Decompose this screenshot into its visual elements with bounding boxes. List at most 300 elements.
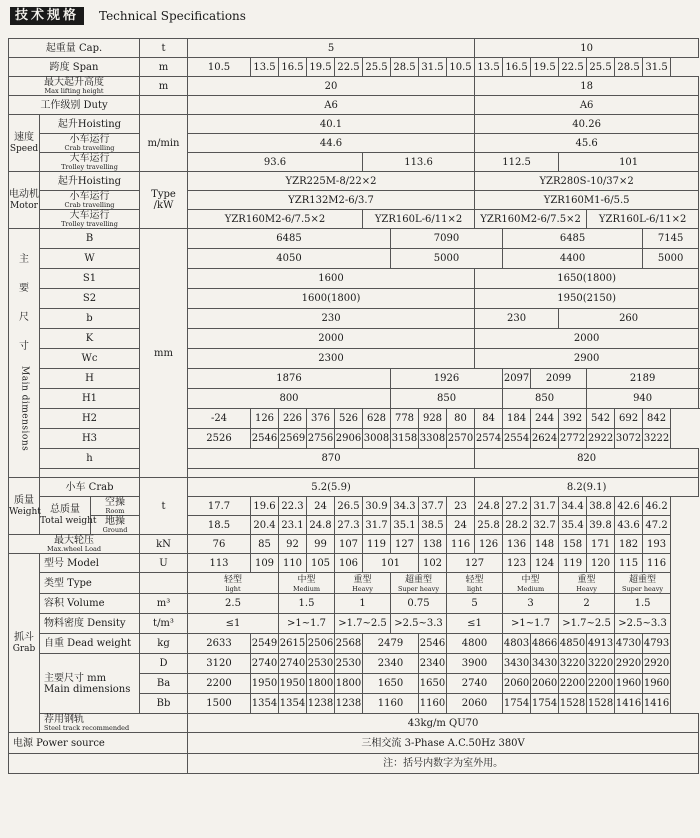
row-Bb-cell: 1754 <box>503 694 531 714</box>
row-ground-cell: 27.3 <box>335 516 363 535</box>
row-dead-cell: 2549 <box>251 634 279 654</box>
row-volume-cell: 2 <box>559 594 615 614</box>
weight-crab-10: 8.2(9.1) <box>475 478 699 497</box>
row-density-cell: >2.5~3.3 <box>615 614 671 634</box>
unit: m/min <box>140 115 188 172</box>
row-H2-cell: 928 <box>419 409 447 429</box>
grab-type-en: Super heavy <box>397 584 440 593</box>
spec-table <box>8 38 699 774</box>
dim-B-a: 6485 <box>188 229 391 249</box>
row-ground-cell: 23.1 <box>279 516 307 535</box>
dim-label: H <box>40 369 140 389</box>
row-H3-cell: 3308 <box>419 429 447 449</box>
grab-type-cell <box>391 573 447 594</box>
row-volume-cell: 2.5 <box>188 594 279 614</box>
row-span <box>9 58 699 77</box>
dim-B-b: 7090 <box>391 229 503 249</box>
grab-type-en: Heavy <box>576 584 597 593</box>
speed-hoisting-label: 起升Hoisting <box>40 115 140 134</box>
row-dim-H <box>9 369 699 389</box>
dim-S1-10: 1650(1800) <box>475 269 699 289</box>
row-D-cell: 3900 <box>447 654 503 674</box>
motor-group <box>9 172 40 229</box>
row-H2-cell: 526 <box>335 409 363 429</box>
lift-10: 18 <box>475 77 699 96</box>
row-ground-cell: 24 <box>447 516 475 535</box>
row-wheel-cell: 116 <box>447 535 475 554</box>
dim-W-d: 5000 <box>643 249 699 269</box>
row-dead-cell: 4850 <box>559 634 587 654</box>
dim-b-d: 260 <box>559 309 699 329</box>
grab-type-cell <box>615 573 671 594</box>
room-label: 空操 Room <box>91 497 140 516</box>
row-span-cell: 31.5 <box>419 58 447 77</box>
row-H3-cell: 2569 <box>279 429 307 449</box>
speed-trolley-10b: 101 <box>559 153 699 172</box>
row-motor-trolley <box>9 210 699 229</box>
dim-H1-d: 940 <box>587 389 699 409</box>
weight-crab-label: 小车 Crab <box>40 478 140 497</box>
dim-h-10: 820 <box>475 449 699 469</box>
row-H2-cell: 628 <box>363 409 391 429</box>
grab-density-label: 物料密度 Density <box>40 614 140 634</box>
row-dim-Wc <box>9 349 699 369</box>
row-ground-cell: 18.5 <box>188 516 251 535</box>
row-model-cell: 102 <box>419 554 447 573</box>
row-dim-H3 <box>9 429 699 449</box>
row-model-cell: 109 <box>251 554 279 573</box>
row-wheel-cell: 193 <box>643 535 671 554</box>
row-Bb-cell: 1354 <box>251 694 279 714</box>
unit-empty <box>140 573 188 594</box>
row-room-cell: 24 <box>307 497 335 516</box>
row-room-cell: 42.6 <box>615 497 643 516</box>
row-ground-cell: 47.2 <box>643 516 671 535</box>
dim-H1-b: 850 <box>391 389 503 409</box>
row-grab-volume <box>9 594 699 614</box>
dim-W-b: 5000 <box>391 249 503 269</box>
grab-maindim-label: 主要尺寸 mm Main dimensions <box>40 654 140 714</box>
motor-crab-10: YZR160M1-6/5.5 <box>475 191 699 210</box>
span-label: 跨度 Span <box>9 58 140 77</box>
row-D-cell: 3120 <box>188 654 251 674</box>
row-wheel-cell: 127 <box>391 535 419 554</box>
dim-label: S2 <box>40 289 140 309</box>
dim-label: K <box>40 329 140 349</box>
power-value: 三相交流 3-Phase A.C.50Hz 380V <box>188 733 699 754</box>
row-H2-cell: 392 <box>559 409 587 429</box>
unit: U <box>140 554 188 573</box>
speed-trolley-cn: 大车运行 <box>69 153 110 164</box>
grab-type-en: Super heavy <box>622 584 664 593</box>
grab-type-cell <box>503 573 559 594</box>
row-Ba-cell: 1800 <box>335 674 363 694</box>
row-span-cell: 19.5 <box>307 58 335 77</box>
row-model-cell: 113 <box>188 554 251 573</box>
row-H3-cell: 2574 <box>475 429 503 449</box>
grab-type-en: Heavy <box>352 584 373 593</box>
grab-type-cn: 轻型 <box>465 574 484 585</box>
row-D-cell: 3430 <box>503 654 531 674</box>
row-room-cell: 17.7 <box>188 497 251 516</box>
lift-label-en: Max lifting height <box>44 87 104 95</box>
row-Ba-cell: 1650 <box>363 674 419 694</box>
unit-empty <box>140 96 188 115</box>
row-Bb-cell: 1754 <box>531 694 559 714</box>
row-H3-cell: 3072 <box>615 429 643 449</box>
row-density-cell: >1.7~2.5 <box>335 614 391 634</box>
power-label: 电源 Power source <box>9 733 188 754</box>
row-wheel-cell: 119 <box>363 535 391 554</box>
grab-type-en: light <box>466 584 483 593</box>
row-dim-K <box>9 329 699 349</box>
row-motor-crab <box>9 191 699 210</box>
rail-value: 43kg/m QU70 <box>188 714 699 733</box>
row-wheel-cell: 136 <box>503 535 531 554</box>
row-Bb-cell: 1500 <box>188 694 251 714</box>
grab-model-label: 型号 Model <box>40 554 140 573</box>
row-dim-B <box>9 229 699 249</box>
title-cn: 技术规格 <box>10 7 84 25</box>
motor-crab-en: Crab travelling <box>64 201 115 209</box>
dim-H1-a: 800 <box>188 389 391 409</box>
row-Ba-cell: 2200 <box>188 674 251 694</box>
dim-W-c: 4400 <box>503 249 643 269</box>
dim-b-5: 230 <box>188 309 475 329</box>
row-H2-cell: 692 <box>615 409 643 429</box>
row-power <box>9 733 699 754</box>
row-Ba-cell: 1960 <box>643 674 671 694</box>
grab-type-cn: 中型 <box>297 574 316 585</box>
row-D-cell: 2530 <box>307 654 335 674</box>
row-Bb-cell: 1528 <box>559 694 587 714</box>
speed-crab-label <box>40 134 140 153</box>
row-duty <box>9 96 699 115</box>
grab-type-cn: 中型 <box>521 574 540 585</box>
row-ground-cell: 28.2 <box>503 516 531 535</box>
row-ground-cell: 35.1 <box>391 516 419 535</box>
row-dead-cell: 4866 <box>531 634 559 654</box>
row-model-cell: 106 <box>335 554 363 573</box>
row-D-cell: 3430 <box>531 654 559 674</box>
row-dead-cell: 4730 <box>615 634 643 654</box>
dim-h-5: 870 <box>188 449 475 469</box>
speed-hoisting-5: 40.1 <box>188 115 475 134</box>
duty-10: A6 <box>475 96 699 115</box>
row-span-cell: 10.5 <box>188 58 251 77</box>
grab-type-cn: 重型 <box>577 574 596 585</box>
grab-type-en: Medium <box>292 584 321 593</box>
row-Ba-cell: 1960 <box>615 674 643 694</box>
total-weight-cn: 总质量 <box>50 504 80 515</box>
row-dead-cell: 2546 <box>419 634 447 654</box>
row-H3-cell: 2526 <box>188 429 251 449</box>
row-H3-cell: 2772 <box>559 429 587 449</box>
speed-crab-10: 45.6 <box>475 134 699 153</box>
row-dead-cell: 4800 <box>447 634 503 654</box>
dims-group <box>9 229 40 478</box>
dim-label: W <box>40 249 140 269</box>
row-note <box>9 754 699 774</box>
row-wheel-cell: 171 <box>587 535 615 554</box>
row-span-cell: 31.5 <box>643 58 671 77</box>
row-H2-cell: 778 <box>391 409 419 429</box>
grab-type-cell <box>279 573 335 594</box>
row-room-cell: 38.8 <box>587 497 615 516</box>
dim-H-e: 2189 <box>587 369 699 389</box>
grab-group-en: Grab <box>12 643 36 654</box>
motor-trolley-cn: 大车运行 <box>69 210 110 221</box>
speed-trolley-label <box>40 153 140 172</box>
row-model-cell: 124 <box>531 554 559 573</box>
row-ground-cell: 35.4 <box>559 516 587 535</box>
dim-label: B <box>40 229 140 249</box>
row-dim-H1 <box>9 389 699 409</box>
row-model-cell: 127 <box>447 554 503 573</box>
row-span-cell: 16.5 <box>279 58 307 77</box>
row-D-cell: 2740 <box>251 654 279 674</box>
row-density-cell: >1.7~2.5 <box>559 614 615 634</box>
grab-type-cn: 轻型 <box>223 574 242 585</box>
cap-label: 起重量 Cap. <box>9 39 140 58</box>
ground-label: 地操 Ground <box>91 516 140 535</box>
dim-K-5: 2000 <box>188 329 475 349</box>
unit: kg <box>140 634 188 654</box>
row-wheel-cell: 126 <box>475 535 503 554</box>
dim-S2-10: 1950(2150) <box>475 289 699 309</box>
grab-type-label: 类型 Type <box>40 573 140 594</box>
row-span-cell: 16.5 <box>503 58 531 77</box>
row-density-cell: >1~1.7 <box>279 614 335 634</box>
grab-dead-label: 自重 Dead weight <box>40 634 140 654</box>
row-Bb-cell: 1238 <box>335 694 363 714</box>
row-ground-cell: 43.6 <box>615 516 643 535</box>
row-room-cell: 27.2 <box>503 497 531 516</box>
row-span-cell: 22.5 <box>335 58 363 77</box>
motor-trolley-10a: YZR160M2-6/7.5×2 <box>475 210 587 229</box>
dim-S1-5: 1600 <box>188 269 475 289</box>
row-wheel-cell: 182 <box>615 535 643 554</box>
dim-label: h <box>40 449 140 469</box>
row-grab-model <box>9 554 699 573</box>
row-Ba-cell: 2200 <box>587 674 615 694</box>
grab-type-cn: 重型 <box>353 574 372 585</box>
row-D-cell: 2920 <box>643 654 671 674</box>
row-wheel-cell: 107 <box>335 535 363 554</box>
lift-5: 20 <box>188 77 475 96</box>
row-cap <box>9 39 699 58</box>
row-wheel-cell: 92 <box>279 535 307 554</box>
row-density-cell: ≤1 <box>188 614 279 634</box>
row-room-cell: 34.3 <box>391 497 419 516</box>
dims-group-cn-0: 主 <box>19 254 29 266</box>
grab-volume-label: 容积 Volume <box>40 594 140 614</box>
row-Bb-cell: 1238 <box>307 694 335 714</box>
motor-trolley-5b: YZR160L-6/11×2 <box>363 210 475 229</box>
speed-trolley-5a: 93.6 <box>188 153 363 172</box>
dims-group-cn-2: 尺 <box>19 312 29 324</box>
row-Ba-cell: 1800 <box>307 674 335 694</box>
row-ground-cell: 39.8 <box>587 516 615 535</box>
row-span-cell: 13.5 <box>475 58 503 77</box>
weight-group <box>9 478 40 535</box>
row-H3-cell: 2554 <box>503 429 531 449</box>
row-D-cell: 2740 <box>279 654 307 674</box>
row-room-cell: 26.5 <box>335 497 363 516</box>
dim-label: Ba <box>140 674 188 694</box>
row-span-cell: 25.5 <box>363 58 391 77</box>
row-D-cell: 2530 <box>335 654 363 674</box>
total-weight-en: Total weight <box>40 516 97 526</box>
row-dead-cell: 2633 <box>188 634 251 654</box>
row-room-cell: 23 <box>447 497 475 516</box>
dim-S2-5: 1600(1800) <box>188 289 475 309</box>
motor-trolley-label <box>40 210 140 229</box>
row-room-cell: 37.7 <box>419 497 447 516</box>
row-ground-cell: 31.7 <box>363 516 391 535</box>
row-room-cell: 19.6 <box>251 497 279 516</box>
row-H2-cell: 244 <box>531 409 559 429</box>
row-room-cell: 30.9 <box>363 497 391 516</box>
grab-type-en: light <box>225 584 241 593</box>
row-grab-density <box>9 614 699 634</box>
row-wheel <box>9 535 699 554</box>
row-volume-cell: 1.5 <box>615 594 671 614</box>
row-volume-cell: 1 <box>335 594 391 614</box>
row-Ba-cell: 2060 <box>503 674 531 694</box>
row-room-cell: 34.4 <box>559 497 587 516</box>
row-Ba-cell: 2740 <box>447 674 503 694</box>
row-volume-cell: 3 <box>503 594 559 614</box>
row-H2-cell: 84 <box>475 409 503 429</box>
dim-H-a: 1876 <box>188 369 391 389</box>
row-volume-cell: 0.75 <box>391 594 447 614</box>
row-room-cell: 24.8 <box>475 497 503 516</box>
dim-H1-c: 850 <box>503 389 587 409</box>
row-density-cell: >2.5~3.3 <box>391 614 447 634</box>
row-H3-cell: 3008 <box>363 429 391 449</box>
duty-label: 工作级别 Duty <box>9 96 140 115</box>
grab-type-cell <box>559 573 615 594</box>
dim-label: D <box>140 654 188 674</box>
row-H2-cell: 542 <box>587 409 615 429</box>
row-ground-cell: 24.8 <box>307 516 335 535</box>
unit: t <box>140 478 188 535</box>
unit: m³ <box>140 594 188 614</box>
row-weight-ground <box>9 516 699 535</box>
row-volume-cell: 1.5 <box>279 594 335 614</box>
row-dim-spacer <box>9 469 699 478</box>
unit: kN <box>140 535 188 554</box>
dim-K-10: 2000 <box>475 329 699 349</box>
row-span-cell: 22.5 <box>559 58 587 77</box>
dim-H-c: 2097 <box>503 369 531 389</box>
row-H3-cell: 2922 <box>587 429 615 449</box>
row-dead-cell: 2615 <box>279 634 307 654</box>
row-model-cell: 101 <box>363 554 419 573</box>
grab-group <box>9 554 40 733</box>
row-weight-room <box>9 497 699 516</box>
dim-label: b <box>40 309 140 329</box>
row-model-cell: 105 <box>307 554 335 573</box>
unit: m <box>140 58 188 77</box>
speed-trolley-5b: 113.6 <box>363 153 475 172</box>
row-dim-h <box>9 449 699 469</box>
row-H3-cell: 2570 <box>447 429 475 449</box>
grab-type-cn: 超重型 <box>404 574 432 585</box>
unit: t/m³ <box>140 614 188 634</box>
row-density-cell: ≤1 <box>447 614 503 634</box>
motor-crab-5: YZR132M2-6/3.7 <box>188 191 475 210</box>
unit: m <box>140 77 188 96</box>
row-dim-H2 <box>9 409 699 429</box>
row-motor-hoisting <box>9 172 699 191</box>
weight-group-cn: 质量 <box>14 494 34 506</box>
row-volume-cell: 5 <box>447 594 503 614</box>
row-span-cell: 13.5 <box>251 58 279 77</box>
motor-group-cn: 电动机 <box>9 188 39 200</box>
row-Bb-cell: 1528 <box>587 694 615 714</box>
motor-hoisting-label: 起升Hoisting <box>40 172 140 191</box>
unit: t <box>140 39 188 58</box>
motor-trolley-10b: YZR160L-6/11×2 <box>587 210 699 229</box>
total-weight-label <box>40 497 97 535</box>
row-Ba-cell: 2060 <box>531 674 559 694</box>
lift-label <box>9 77 140 96</box>
row-span-cell: 19.5 <box>531 58 559 77</box>
lift-label-cn: 最大起升高度 <box>44 77 104 88</box>
dim-label: Bb <box>140 694 188 714</box>
grab-type-cell <box>335 573 391 594</box>
speed-trolley-en: Trolley travelling <box>61 163 118 171</box>
row-Ba-cell: 1950 <box>279 674 307 694</box>
row-model-cell: 110 <box>279 554 307 573</box>
row-model-cell: 120 <box>587 554 615 573</box>
grab-type-en: Medium <box>517 584 545 593</box>
row-wheel-cell: 138 <box>419 535 447 554</box>
weight-crab-5: 5.2(5.9) <box>188 478 475 497</box>
row-D-cell: 3220 <box>587 654 615 674</box>
row-span-cell: 10.5 <box>447 58 475 77</box>
row-Ba-cell: 2200 <box>559 674 587 694</box>
speed-crab-cn: 小车运行 <box>69 134 110 145</box>
speed-trolley-10a: 112.5 <box>475 153 559 172</box>
dim-H-b: 1926 <box>391 369 503 389</box>
row-wheel-cell: 76 <box>188 535 251 554</box>
row-ground-cell: 20.4 <box>251 516 279 535</box>
row-dead-cell: 2506 <box>307 634 335 654</box>
grab-type-cell <box>188 573 279 594</box>
row-speed-crab <box>9 134 699 153</box>
dim-B-c: 6485 <box>503 229 643 249</box>
row-wheel-cell: 148 <box>531 535 559 554</box>
row-H3-cell: 2546 <box>251 429 279 449</box>
motor-trolley-en: Trolley travelling <box>61 220 118 228</box>
row-H3-cell: 3158 <box>391 429 419 449</box>
row-dead-cell: 2568 <box>335 634 363 654</box>
grab-group-cn: 抓斗 <box>14 631 34 643</box>
speed-group-en: Speed <box>9 143 39 154</box>
dim-label: H1 <box>40 389 140 409</box>
row-H3-cell: 3222 <box>643 429 671 449</box>
row-Bb-cell: 1160 <box>419 694 447 714</box>
cap-5: 5 <box>188 39 475 58</box>
dim-Wc-5: 2300 <box>188 349 475 369</box>
row-rail <box>9 714 699 733</box>
dim-Wc-10: 2900 <box>475 349 699 369</box>
row-dim-W <box>9 249 699 269</box>
motor-crab-cn: 小车运行 <box>69 191 110 202</box>
